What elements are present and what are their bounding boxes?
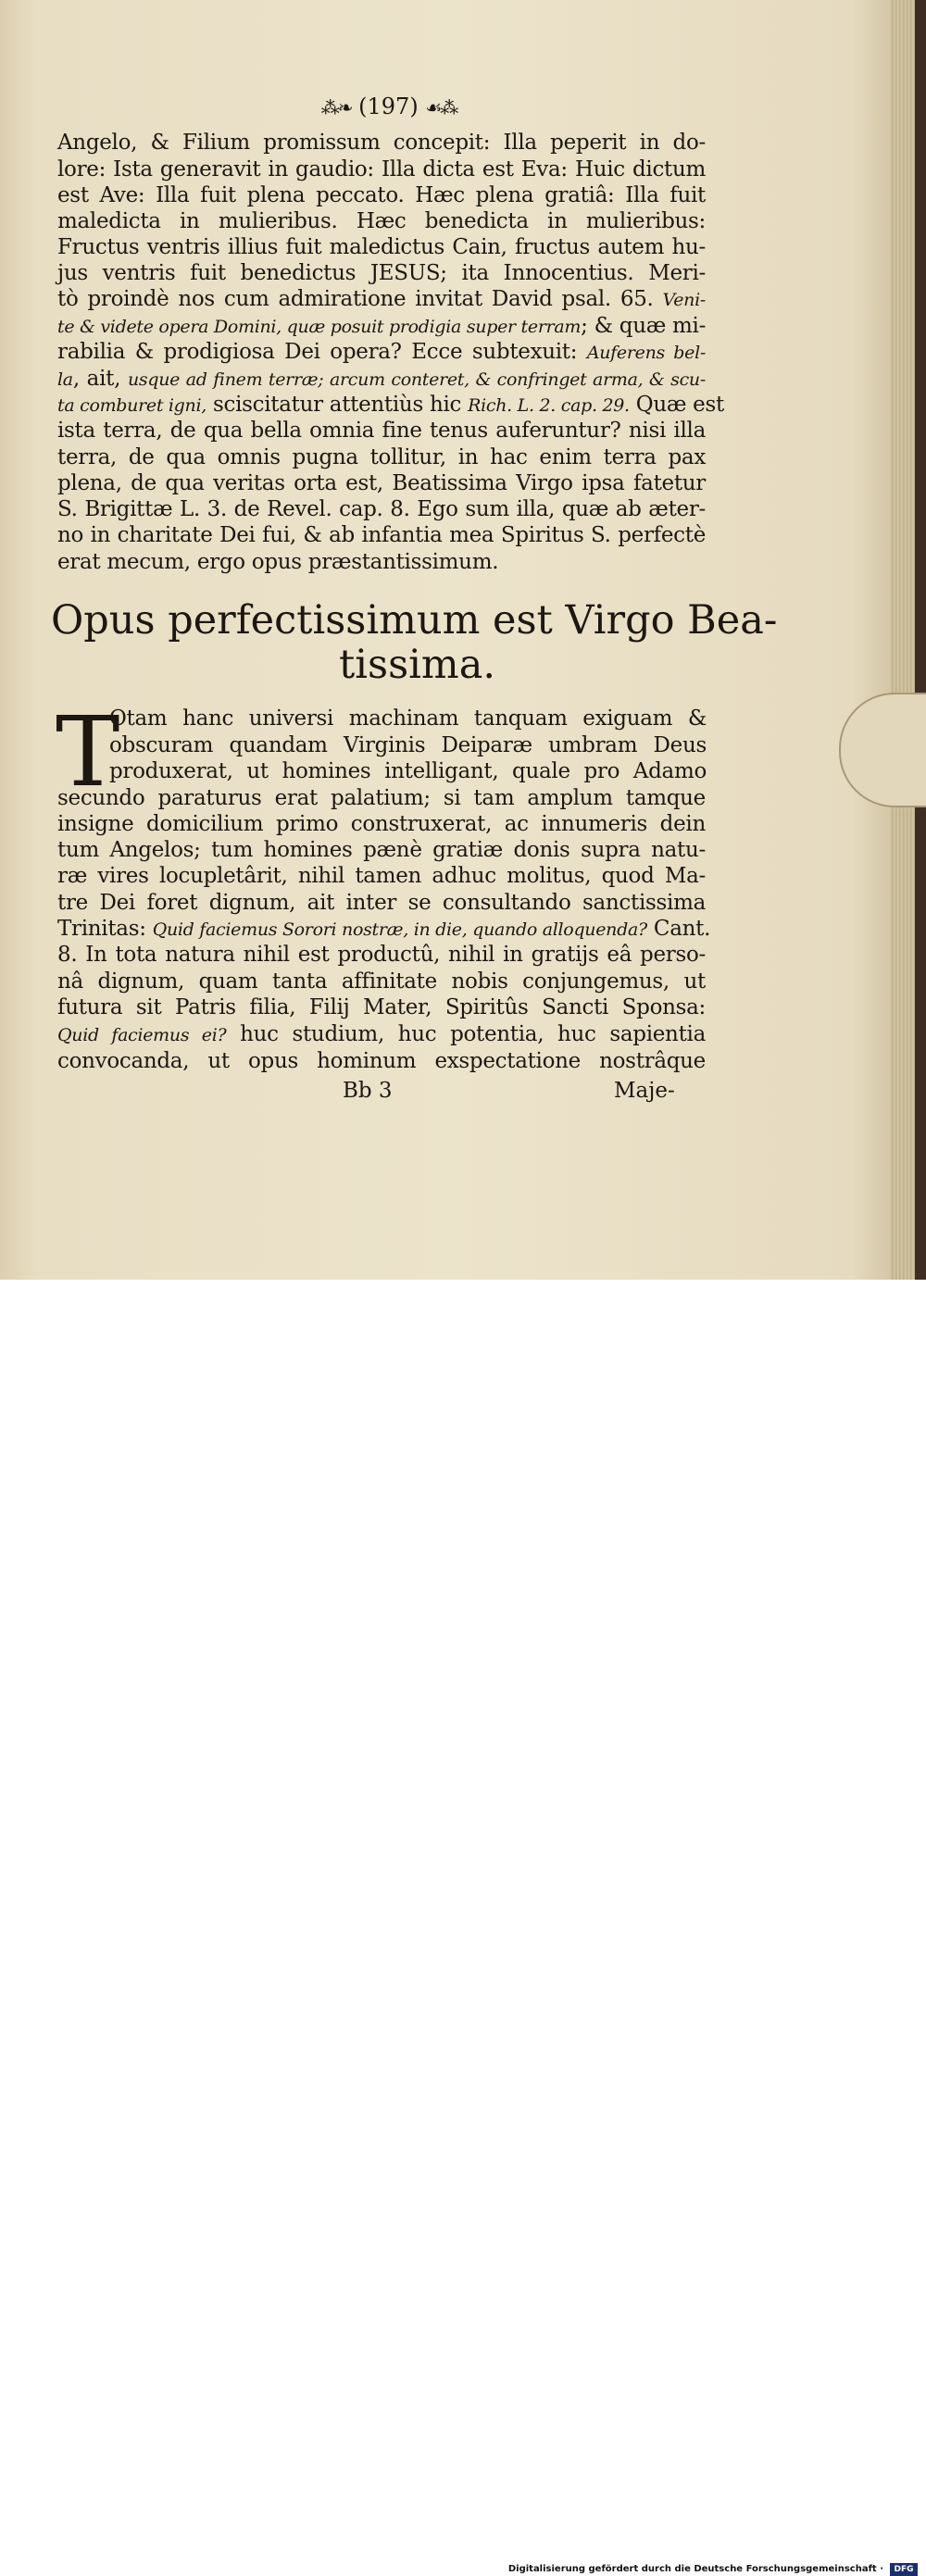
section-heading-cont: tissima. — [339, 642, 495, 688]
dfg-logo-icon: DFG — [890, 2563, 918, 2576]
text-line — [57, 314, 706, 338]
drop-cap: T — [56, 695, 120, 808]
text-line: Fructus ventris illius fuit maledictus Cain, fructus autem hu- — [57, 235, 706, 259]
section-heading: Opus perfectissimum est Virgo Bea- — [51, 597, 778, 644]
text-line: plena, de qua veritas orta est, Beatissima Virgo ipsa fatetur — [57, 471, 706, 495]
text-line: jus ventris fuit benedictus JESUS; ita Innocentius. Meri- — [57, 261, 706, 285]
ornament-left-icon: ⁂❧ — [320, 96, 352, 119]
page-header — [296, 94, 482, 119]
text-line: nâ dignum, quam tanta affinitate nobis conjungemus, ut — [57, 969, 706, 994]
text-run: rabilia & prodigiosa Dei opera? Ecce subtexuit: — [57, 340, 587, 364]
italic-run: te & videte opera Domini, quæ posuit prodigia super terram — [57, 317, 582, 337]
text-run: Quæ est — [629, 393, 724, 417]
text-line: ræ vires locupletârit, nihil tamen adhuc molitus, quod Ma- — [57, 864, 706, 888]
text-line: insigne domicilium primo construxerat, ac innumeris dein — [57, 812, 706, 836]
text-run: tò proindè nos cum admiratione invitat David psal. 65. — [57, 287, 663, 311]
text-line: tre Dei foret dignum, ait inter se consultando sanctissima — [57, 891, 706, 915]
text-line: obscuram quandam Virginis Deiparæ umbram Deus — [109, 733, 707, 757]
italic-run: Rich. L. 2. cap. 29. — [468, 395, 630, 416]
text-line — [57, 917, 711, 941]
text-line: S. Brigittæ L. 3. de Revel. cap. 8. Ego sum illa, quæ ab æter- — [57, 497, 706, 521]
text-line: 8. In tota natura nihil est productû, nihil in gratijs eâ perso- — [57, 943, 706, 967]
page-number: (197) — [358, 94, 419, 119]
text-line: lore: Ista generavit in gaudio: Illa dicta est Eva: Huic dictum — [57, 157, 706, 181]
text-run: Trinitas: — [57, 917, 153, 941]
text-line — [57, 287, 706, 311]
italic-run: Quid faciemus Sorori nostræ, in die, quando alloquenda? — [152, 919, 647, 940]
text-run: sciscitatur attentiùs hic — [206, 393, 469, 417]
text-line: maledicta in mulieribus. Hæc benedicta in mulieribus: — [57, 209, 706, 233]
catchword: Maje- — [614, 1079, 675, 1103]
text-line — [57, 367, 706, 391]
text-line: secundo paraturus erat palatium; si tam amplum tamque — [57, 786, 706, 810]
text-line: convocanda, ut opus hominum exspectatione nostrâque — [57, 1049, 706, 1073]
text-line: est Ave: Illa fuit plena peccato. Hæc plena gratiâ: Illa fuit — [57, 183, 706, 207]
funding-credit: Digitalisierung gefördert durch die Deutsche Forschungsgemeinschaft · — [507, 2564, 883, 2574]
text-run: huc studium, huc potentia, huc sapientia — [226, 1022, 706, 1046]
scanned-page-background — [0, 0, 926, 1280]
text-line: erat mecum, ergo opus præstantissimum. — [57, 550, 499, 574]
text-line: tum Angelos; tum homines pænè gratiæ donis supra natu- — [57, 838, 706, 862]
text-line: futura sit Patris filia, Filij Mater, Spiritûs Sancti Sponsa: — [57, 995, 706, 1019]
text-line: Angelo, & Filium promissum concepit: Illa peperit in do- — [57, 131, 706, 155]
italic-run: la — [57, 369, 73, 390]
text-line: produxerat, ut homines intelligant, quale pro Adamo — [109, 759, 707, 783]
text-run: , ait, — [72, 367, 128, 391]
text-run: ; & quæ mi- — [581, 314, 707, 338]
text-run: Cant. — [646, 917, 711, 941]
text-line — [57, 340, 706, 364]
text-line — [57, 393, 724, 417]
italic-run: Quid faciemus ei? — [57, 1025, 227, 1045]
text-line: no in charitate Dei fui, & ab infantia mea Spiritus S. perfectè — [57, 523, 706, 547]
text-line — [57, 1022, 706, 1046]
italic-run: Auferens bel- — [586, 343, 706, 363]
signature-mark: Bb 3 — [343, 1079, 393, 1103]
text-line: terra, de qua omnis pugna tollitur, in hac enim terra pax — [57, 445, 706, 469]
book-cover-edge — [915, 0, 926, 1280]
text-line: Otam hanc universi machinam tanquam exiguam & — [109, 707, 707, 731]
italic-run: ta comburet igni, — [57, 395, 206, 416]
ornament-right-icon: ☙⁂ — [425, 96, 457, 119]
italic-run: usque ad finem terræ; arcum conteret, & confringet arma, & scu- — [127, 369, 706, 390]
footer-bar — [0, 1280, 926, 2574]
italic-run: Veni- — [662, 290, 706, 310]
text-line: ista terra, de qua bella omnia fine tenus auferuntur? nisi illa — [57, 419, 706, 443]
